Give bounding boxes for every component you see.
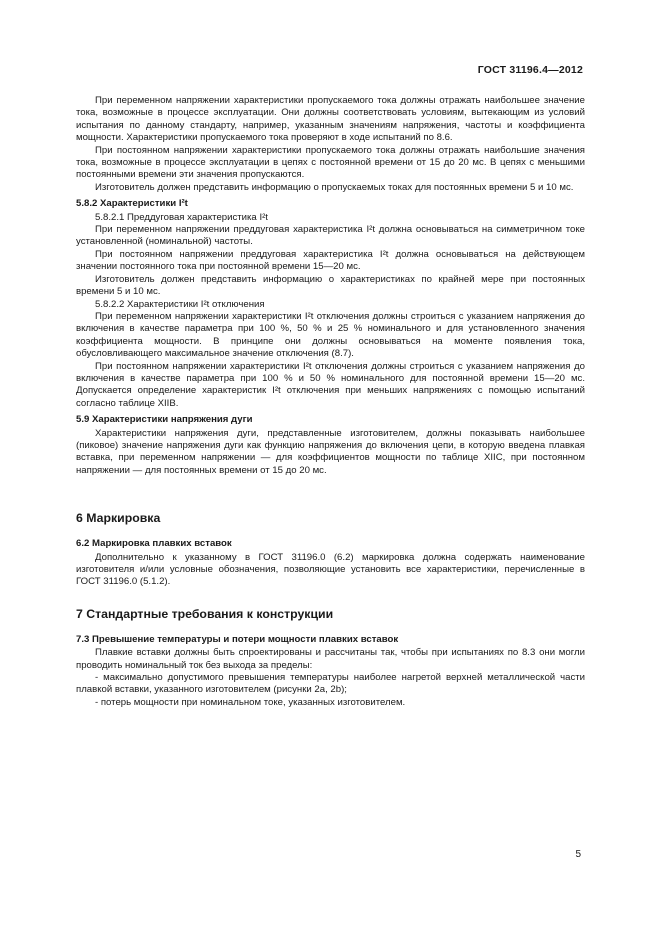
paragraph-ac-prearc: При переменном напряжении преддуговая характеристика I²t должна основываться на симметричном токе установленной (номинальной) частоты. [76,224,585,248]
chapter-heading-6: 6 Маркировка [76,511,161,526]
chapter-heading-7: 7 Стандартные требования к конструкции [76,606,334,621]
paragraph-dc-prearc: При постоянном напряжении преддуговая характеристика I²t должна основываться на действующем значении постоянного тока при постоянной времени 15—20 мс. [76,248,585,273]
paragraph-marking: Дополнительно к указанному в ГОСТ 31196.0 (6.2) маркировка должна содержать наименование изготовителя и/или условные обозначения, позволяющие установить все характеристики, перечисленные в ГОСТ 31196.0 (5.1.2). [76,551,585,588]
section-heading-5-9: 5.9 Характеристики напряжения дуги [76,414,253,426]
paragraph-time-constants: Изготовитель должен представить информацию о характеристиках по крайней мере при постоянных времени 5 и 10 мс. [76,273,585,298]
section-heading-7-3: 7.3 Превышение температуры и потери мощности плавких вставок [76,633,399,645]
paragraph-manufacturer-info: Изготовитель должен представить информацию о пропускаемых токах для постоянных времени 5 и 10 мс. [95,181,574,193]
list-item-temperature-rise: - максимально допустимого превышения температуры наиболее нагретой верхней металлической части плавкой вставки, указанного изготовителем (рисунки 2a, 2b); [76,672,585,696]
document-body [76,95,585,709]
list-item-power-loss: - потерь мощности при номинальном токе, указанных изготовителем. [95,696,406,708]
page-number: 5 [575,849,581,860]
section-heading-5-8-2: 5.8.2 Характеристики I²t [76,198,188,210]
paragraph-fuse-design: Плавкие вставки должны быть спроектированы и рассчитаны так, чтобы при испытаниях по 8.3 они могли проводить номинальный ток без выхода за пределы: [76,647,585,671]
section-heading-6-2: 6.2 Маркировка плавких вставок [76,538,232,550]
document-number-header: ГОСТ 31196.4—2012 [477,64,583,76]
subsection-5-8-2-2: 5.8.2.2 Характеристики I²t отключения [95,298,265,310]
subsection-5-8-2-1: 5.8.2.1 Преддуговая характеристика I²t [95,211,268,223]
paragraph-ac-current-characteristics: При переменном напряжении характеристики пропускаемого тока должны отражать наибольшее значение тока, возможные в процессе эксплуатации. Они должны соответствовать условиям, вытекающим из условий испытания по данному стандарту, например, указанным значениям напряжения, частоты и коэффициента мощности. Характеристики пропускаемого тока проверяют в ходе испытаний по 8.6. [76,95,585,144]
paragraph-ac-breaking: При переменном напряжении характеристики I²t отключения должны строиться с указанием напряжения до включения в качестве параметра при 100 %, 50 % и 25 % номинального и для установленного значения коэффициента мощности. В принципе они должны основываться на моменте появления тока, обусловливающего максимальное значение отключения (8.7). [76,310,585,360]
paragraph-arc-voltage: Характеристики напряжения дуги, представленные изготовителем, должны показывать наибольшее (пиковое) значение напряжения дуги как функцию напряжения до включения цепи, в которую введена плавкая вставка, при переменном напряжении — для коэффициентов мощности по таблице XIIC, при постоянном напряжении — для постоянных времени от 15 до 20 мс. [76,427,585,476]
paragraph-dc-breaking: При постоянном напряжении характеристики I²t отключения должны строиться с указанием напряжения до включения в качестве параметра при 100 % и 50 % номинального для постоянной времени 15—20 мс. Допускается определение характеристик I²t отключения при меньших напряжениях с помощью испытаний согласно таблице XIIB. [76,360,585,409]
paragraph-dc-current-characteristics: При постоянном напряжении характеристики пропускаемого тока должны отражать наибольшие значения тока, возможные в процессе эксплуатации в цепях с постоянной времени от 15 до 20 мс. В цепях с меньшими постоянными времени эти значения пропускаются. [76,144,585,181]
